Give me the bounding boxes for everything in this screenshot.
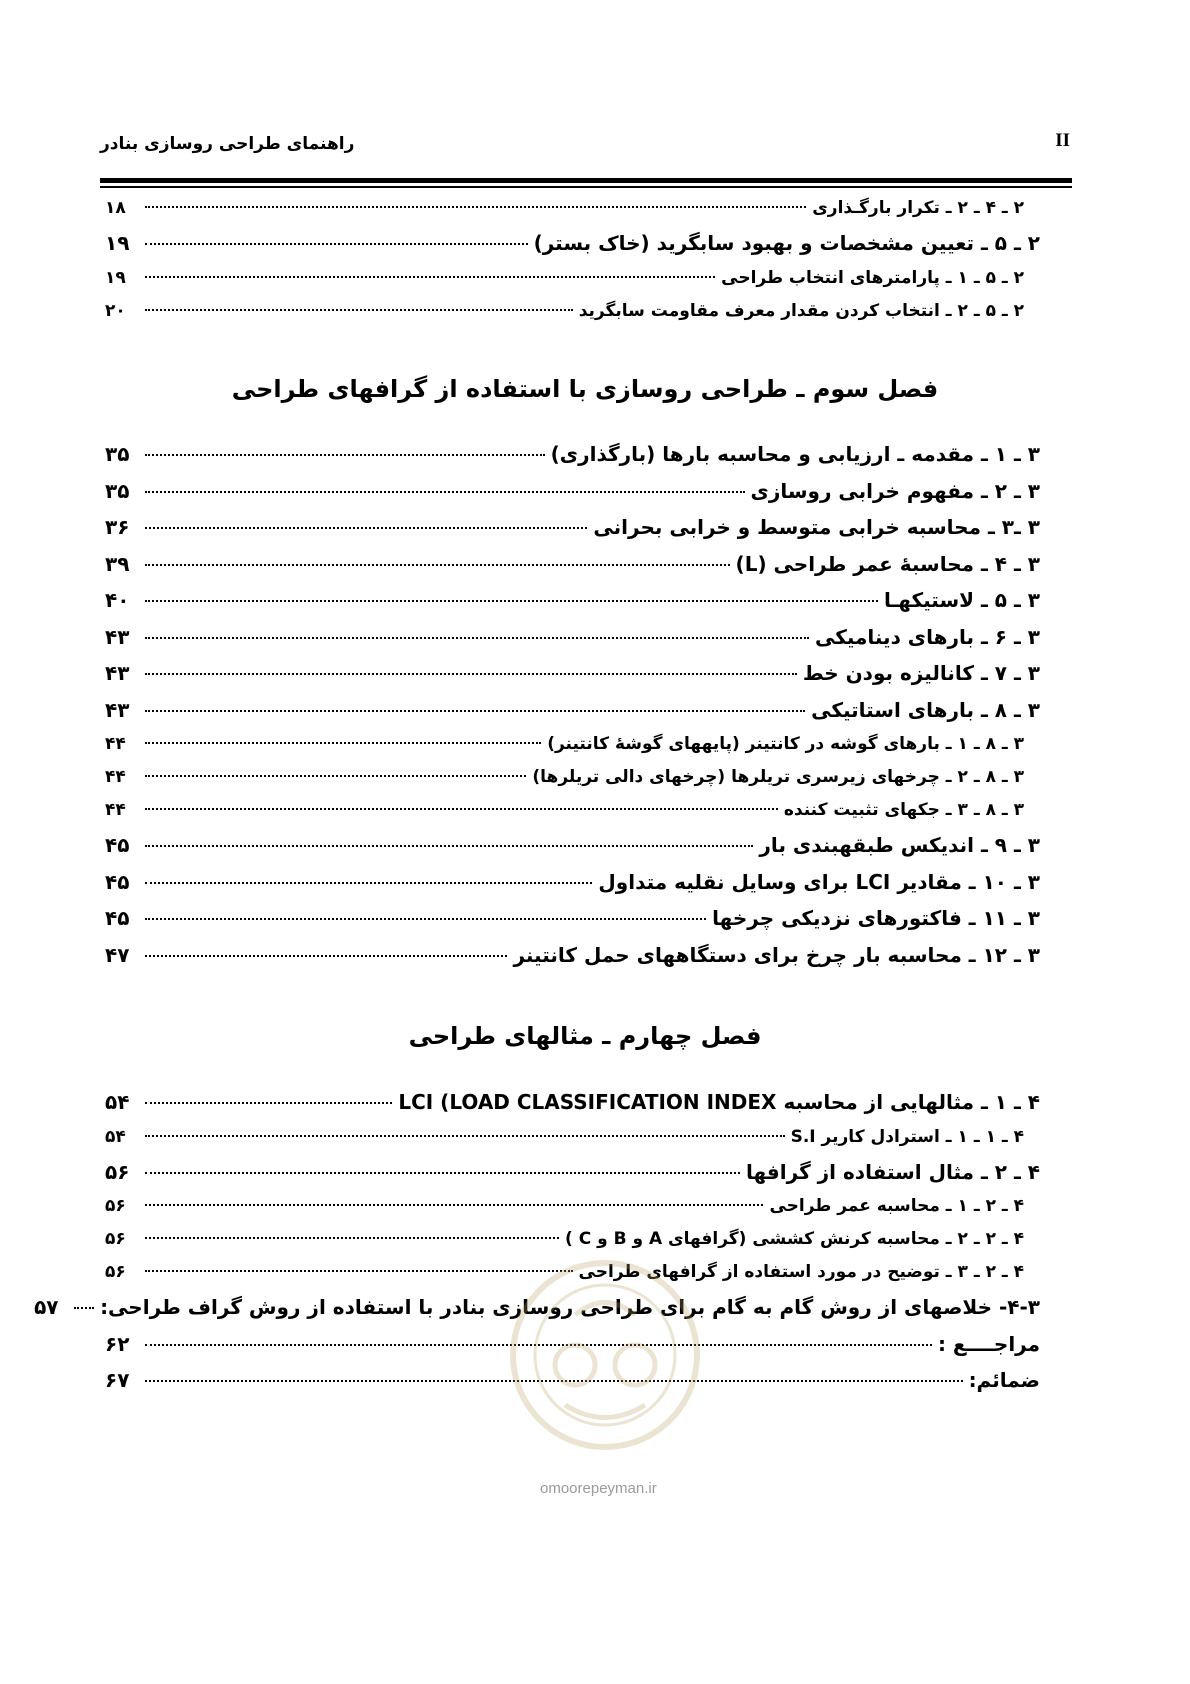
- toc-entry-page-number: ۱۹: [105, 231, 130, 255]
- header-rule-thick: [100, 178, 1072, 183]
- dot-leader: [145, 1172, 740, 1174]
- toc-entry-title: ۳ ـ ۴ ـ محاسبهٔ عمر طراحی (L): [735, 551, 1040, 576]
- dot-leader: [145, 637, 809, 639]
- toc-entry-title: ۲ ـ ۵ ـ ۲ ـ انتخاب کردن مقدار معرف مقاومت سابگرید: [578, 300, 1024, 321]
- toc-entry: [105, 301, 1040, 334]
- toc-entry-page-number: ۴۴: [105, 734, 126, 754]
- toc-entry-title: ۲ ـ ۵ ـ ۱ ـ پارامترهای انتخاب طراحی: [721, 267, 1024, 288]
- dot-leader: [145, 918, 706, 920]
- dot-leader: [145, 1102, 392, 1104]
- toc-entry-page-number: ۴۰: [105, 588, 130, 612]
- toc-entry-title: ۳ ـ۳ ـ محاسبه خرابی متوسط و خرابی بحرانی: [593, 515, 1040, 539]
- toc-entry-page-number: ۱۸: [105, 198, 126, 218]
- dot-leader: [145, 600, 878, 602]
- toc-entry-page-number: ۳۶: [105, 515, 130, 539]
- toc-entry-page-number: ۴۳: [105, 624, 130, 649]
- toc-entry: [105, 588, 1040, 625]
- header-title: راهنمای طراحی روسازی بنادر: [100, 134, 355, 154]
- dot-leader: [145, 276, 715, 278]
- toc-entry: [105, 515, 1040, 552]
- toc-entry-title: ۲ ـ ۵ ـ تعیین مشخصات و بهبود سابگرید (خاک بستر): [533, 231, 1040, 255]
- dot-leader: [145, 206, 806, 208]
- toc-entry: [105, 767, 1040, 800]
- toc-entry-page-number: ۳۵: [105, 478, 130, 503]
- toc-entry-title: ۳ ـ ۸ ـ ۳ ـ جکهای تثبیت کننده: [783, 800, 1024, 820]
- toc-entry-page-number: ۶۲: [105, 1331, 130, 1356]
- toc-entry: [105, 1090, 1040, 1127]
- toc-entry-title: ۳ ـ ۱ ـ مقدمه ـ ارزیابی و محاسبه بارها (بارگذاری): [550, 442, 1040, 466]
- toc-entry: [105, 800, 1040, 833]
- running-header: [100, 130, 1070, 160]
- toc-entry-page-number: ۲۰: [105, 300, 126, 321]
- dot-leader: [145, 710, 805, 712]
- toc-entry-page-number: ۵۶: [105, 1229, 126, 1249]
- dot-leader: [145, 454, 545, 456]
- toc-entry-page-number: ۳۹: [105, 551, 130, 576]
- toc-entry: [105, 943, 1040, 980]
- dot-leader: [145, 527, 587, 529]
- toc-entry-page-number: ۵۴: [105, 1126, 126, 1147]
- watermark-seal-icon: [505, 1255, 705, 1455]
- toc-entry-title: ۳ ـ ۵ ـ لاستیکهـا: [883, 588, 1040, 612]
- watermark-site-text: omoorepeyman.ir: [540, 1480, 657, 1497]
- dot-leader: [145, 742, 541, 744]
- toc-entry-title: ۳ ـ ۷ ـ کانالیزه بودن خط: [802, 661, 1040, 685]
- chapter-4-heading: فصل چهارم ـ مثالهای طراحی: [408, 1022, 762, 1050]
- dot-leader: [145, 845, 753, 847]
- toc-entry-page-number: ۵۴: [105, 1090, 130, 1114]
- toc-entry: [105, 442, 1040, 479]
- toc-entry-page-number: ۵۷: [34, 1295, 59, 1319]
- toc-entry: [105, 268, 1040, 301]
- toc-entry-title: ۳ ـ ۶ ـ بارهای دینامیکی: [814, 624, 1040, 649]
- toc-entry: [105, 661, 1040, 698]
- toc-entry-title: ۳ ـ ۱۲ ـ محاسبه بار چرخ برای دستگاههای حمل کانتینر: [513, 942, 1040, 967]
- toc-entry: [105, 1127, 1040, 1160]
- toc-entry: [105, 1196, 1040, 1229]
- toc-entry-title: ۴ ـ ۲ ـ ۳ ـ توضیح در مورد استفاده از گرافهای طراحی: [578, 1262, 1024, 1282]
- toc-entry: [105, 1160, 1040, 1197]
- toc-entry: [105, 734, 1040, 767]
- toc-entry-title: ۴ ـ ۲ ـ ۱ ـ محاسبه عمر طراحی: [769, 1196, 1024, 1216]
- toc-entry-page-number: ۵۶: [105, 1159, 130, 1184]
- toc-entry-title: ۴ ـ ۲ ـ ۲ ـ محاسبه کرنش کششی (گرافهای A و B و C ): [564, 1229, 1024, 1249]
- toc-entry-page-number: ۱۹: [105, 267, 126, 288]
- toc-chapter-3: [105, 442, 1040, 979]
- toc-entry-page-number: ۴۵: [105, 869, 130, 894]
- toc-entry: [105, 625, 1040, 662]
- toc-entry: [105, 231, 1040, 268]
- toc-entry-page-number: ۵۶: [105, 1262, 126, 1282]
- toc-entry: [105, 552, 1040, 589]
- toc-entry: [105, 833, 1040, 870]
- toc-entry-title: ۴ ـ ۱ ـ ۱ ـ استرادل کاریر S.I: [790, 1126, 1024, 1147]
- toc-entry-title: ۳ ـ ۹ ـ اندیکس طبقهبندی بار: [759, 833, 1040, 857]
- toc-entry-title: ۳ ـ ۱۰ ـ مقادیر LCI برای وسایل نقلیه متداول: [598, 869, 1040, 894]
- dot-leader: [145, 1237, 559, 1239]
- toc-entry-page-number: ۵۶: [105, 1196, 126, 1216]
- toc-entry-page-number: ۳۵: [105, 442, 130, 466]
- dot-leader: [145, 1204, 763, 1206]
- toc-entry: [105, 198, 1040, 231]
- dot-leader: [145, 882, 592, 884]
- chapter-3-heading: فصل سوم ـ طراحی روسازی با استفاده از گرافهای طراحی: [231, 375, 939, 403]
- toc-entry-title: ۳ ـ ۸ ـ بارهای استاتیکی: [811, 697, 1040, 722]
- dot-leader: [145, 775, 526, 777]
- dot-leader: [145, 309, 573, 311]
- toc-entry-page-number: ۶۷: [105, 1368, 130, 1392]
- toc-entry-title: ۳ ـ ۱۱ ـ فاکتورهای نزدیکی چرخها: [712, 906, 1040, 930]
- toc-entry-title: ۳ ـ ۸ ـ ۲ ـ چرخهای زیرسری تریلرها (چرخهای دالی تریلرها): [532, 767, 1024, 787]
- dot-leader: [145, 673, 797, 675]
- toc-entry-title: ضمائم:: [968, 1368, 1040, 1392]
- dot-leader: [145, 564, 730, 566]
- header-rule-thin: [100, 186, 1072, 188]
- toc-entry-title: ۳ ـ ۲ ـ مفهوم خرابی روسازی: [750, 478, 1040, 503]
- toc-entry-page-number: ۴۳: [105, 661, 130, 685]
- toc-entry-title: ۳ ـ ۸ ـ ۱ ـ بارهای گوشه در کانتینر (پایههای گوشهٔ کانتینر): [547, 734, 1024, 754]
- toc-entry-page-number: ۴۳: [105, 697, 130, 722]
- toc-entry-title: مراجــــع :: [937, 1331, 1040, 1356]
- toc-entry: [105, 906, 1040, 943]
- toc-entry-title: ۲ ـ ۴ ـ ۲ ـ تکرار بارگـذاری: [812, 198, 1024, 218]
- toc-entry-page-number: ۴۵: [105, 906, 130, 930]
- toc-entry: [105, 698, 1040, 735]
- dot-leader: [145, 243, 528, 245]
- toc-entry-title: ۴-۳- خلاصهای از روش گام به گام برای طراحی روسازی بنادر با استفاده از روش گراف طراحی:: [100, 1295, 1040, 1319]
- toc-entry-title: ۴ ـ ۱ ـ مثالهایی از محاسبه LCI (LOAD CLASSIFICATION INDEX: [398, 1090, 1040, 1114]
- toc-entry-page-number: ۴۴: [105, 800, 126, 820]
- toc-entry-page-number: ۴۴: [105, 767, 126, 787]
- dot-leader: [145, 955, 507, 957]
- dot-leader: [74, 1307, 94, 1309]
- dot-leader: [145, 491, 745, 493]
- toc-entry-title: ۴ ـ ۲ ـ مثال استفاده از گرافها: [745, 1159, 1040, 1184]
- toc-entry-page-number: ۴۵: [105, 833, 130, 857]
- toc-entry: [105, 870, 1040, 907]
- dot-leader: [145, 1135, 785, 1137]
- header-page-number: II: [1055, 130, 1070, 151]
- toc-section-top: [105, 198, 1040, 334]
- toc-entry-page-number: ۴۷: [105, 942, 130, 967]
- toc-entry: [105, 479, 1040, 516]
- dot-leader: [145, 808, 778, 810]
